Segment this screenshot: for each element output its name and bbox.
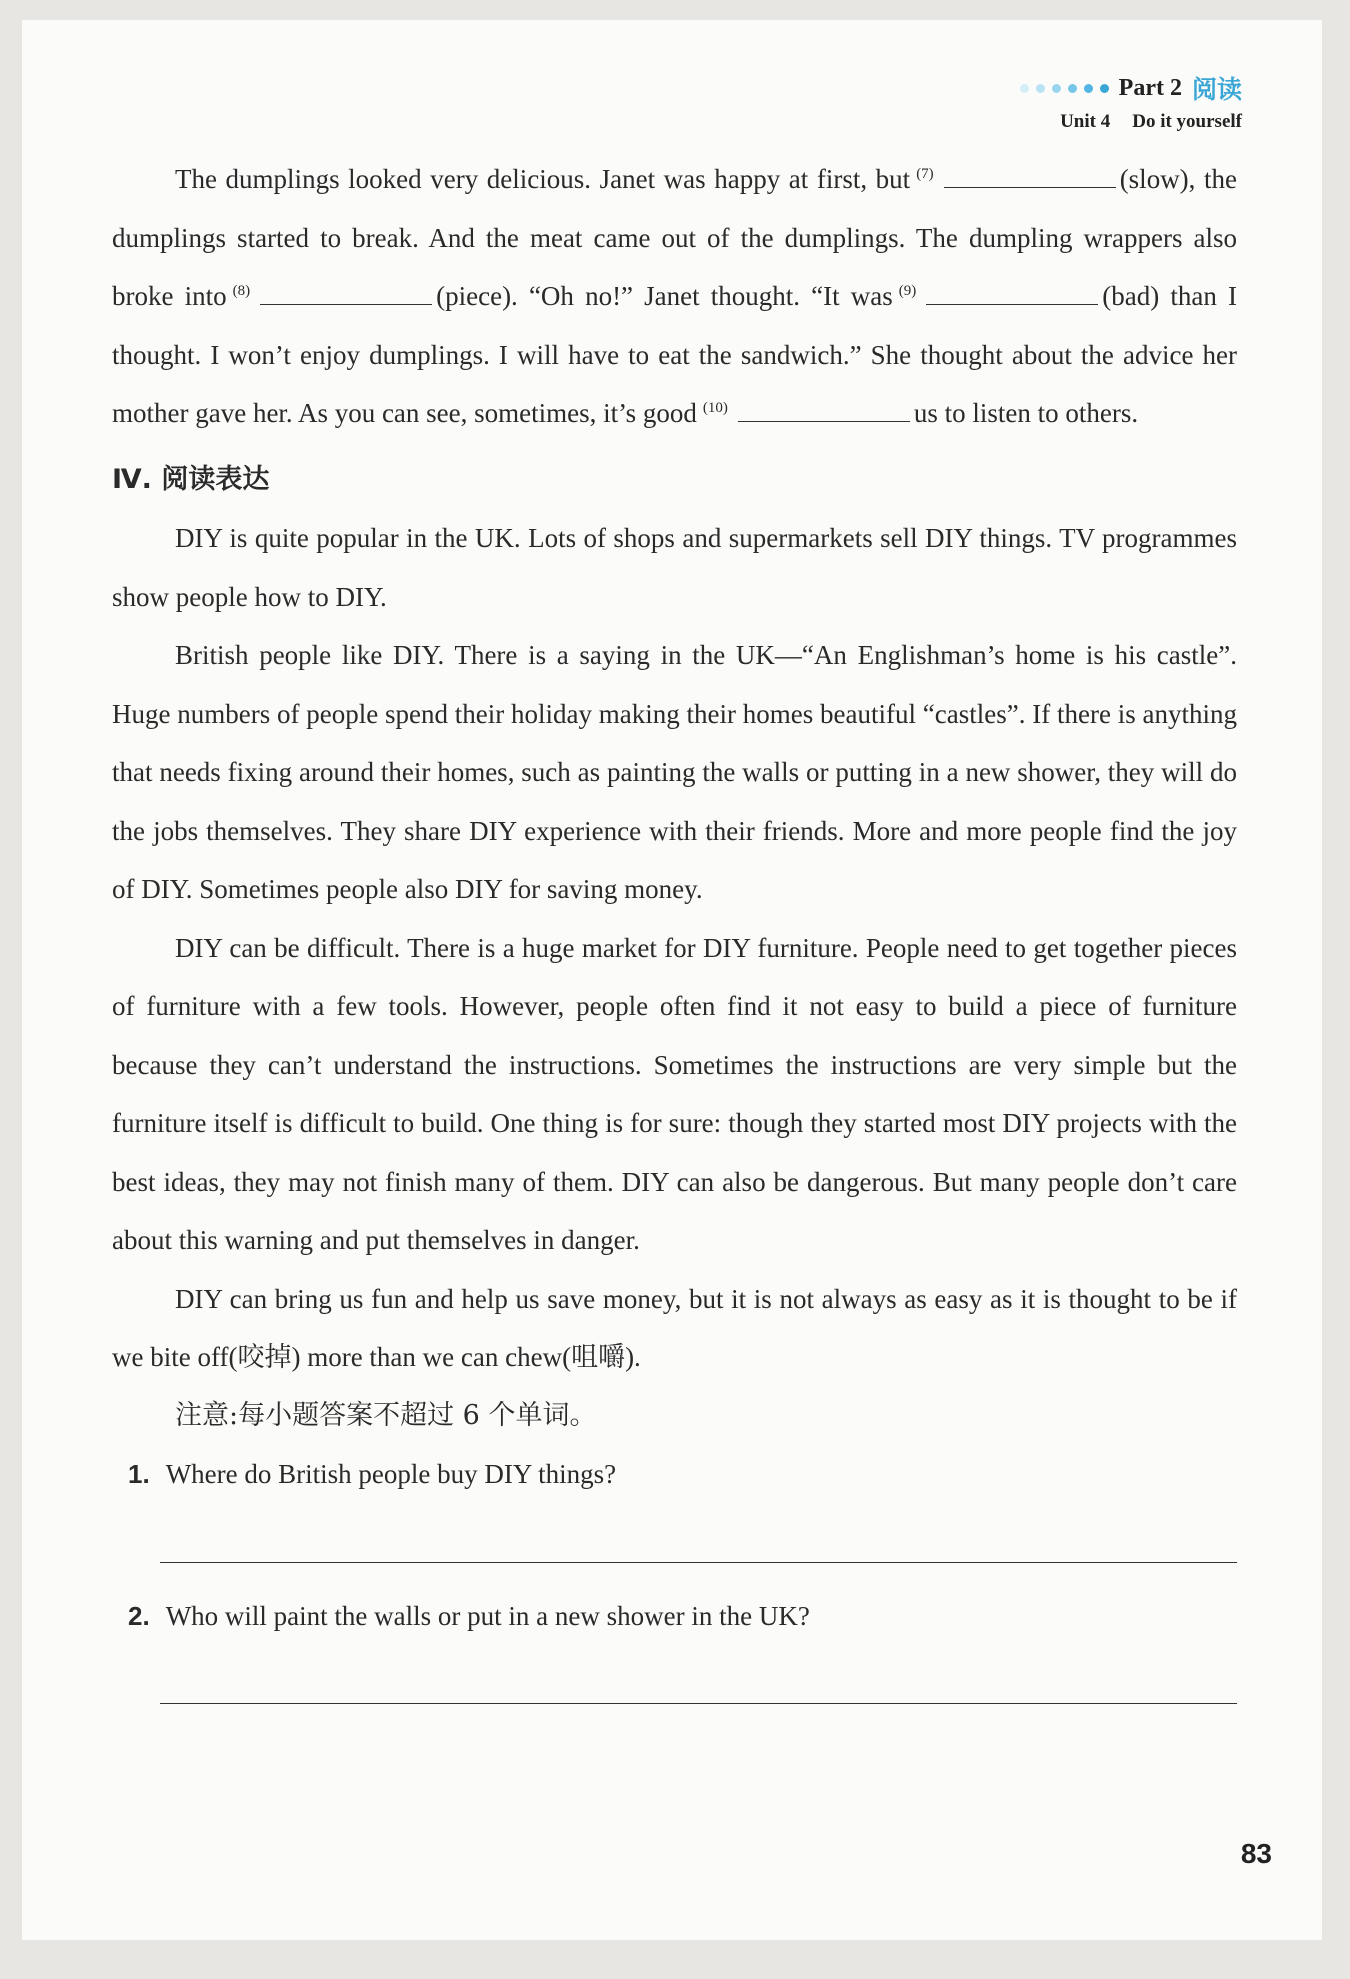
question-text: Who will paint the walls or put in a new shower in the UK? xyxy=(165,1600,810,1631)
page-number: 83 xyxy=(1240,1838,1272,1869)
page-header xyxy=(1020,70,1242,106)
section-heading: Ⅳ. 阅读表达 xyxy=(112,463,270,495)
unit-label: Unit 4 xyxy=(1060,111,1111,132)
decorative-dots xyxy=(1020,84,1109,93)
blank-number-8: (8) xyxy=(232,283,251,299)
question-1 xyxy=(112,1445,1237,1504)
dot-1 xyxy=(1020,84,1029,93)
blank-7[interactable] xyxy=(944,157,1116,188)
blank-number-10: (10) xyxy=(702,400,728,416)
passage-text: (piece). “Oh no!” Janet thought. “It was xyxy=(436,281,893,311)
page-body xyxy=(112,150,1237,1728)
passage-text: (slow), the dumplings started to break. And the meat came out of the dumplings. The dumpling wrappers also broke into xyxy=(112,164,1237,311)
passage-text: The dumplings looked very delicious. Janet was happy at first, but xyxy=(175,164,911,194)
blank-10[interactable] xyxy=(738,391,910,422)
passage-text: us to listen to others. xyxy=(913,398,1139,428)
blank-9[interactable] xyxy=(926,274,1098,305)
question-text: Where do British people buy DIY things? xyxy=(165,1459,617,1489)
unit-title: Do it yourself xyxy=(1132,111,1242,132)
answer-line-2[interactable] xyxy=(160,1645,1237,1704)
unit-header xyxy=(1060,111,1242,133)
question-2 xyxy=(112,1587,1237,1646)
passage-text: (bad) than I thought. I won’t enjoy dumplings. I will have to eat the sandwich.” She thought about the advice her mother gave her. As you can see, sometimes, it’s good xyxy=(112,281,1237,428)
dot-3 xyxy=(1052,84,1061,93)
part-label: Part 2 xyxy=(1118,74,1182,101)
reading-paragraph-4: DIY can bring us fun and help us save money, but it is not always as easy as it is thought to be if we bite off(咬掉) more than we can chew(咀嚼). xyxy=(112,1283,1237,1372)
blank-number-9: (9) xyxy=(898,283,917,299)
dot-2 xyxy=(1036,84,1045,93)
question-number: 2. xyxy=(128,1600,150,1631)
dot-4 xyxy=(1068,84,1077,93)
blank-number-7: (7) xyxy=(916,166,934,182)
dot-5 xyxy=(1084,84,1093,93)
answer-line-1[interactable] xyxy=(160,1504,1237,1563)
passage-paragraph xyxy=(112,150,1237,443)
reading-paragraph-1: DIY is quite popular in the UK. Lots of shops and supermarkets sell DIY things. TV programmes show people how to DIY. xyxy=(112,523,1237,612)
section-label: 阅读 xyxy=(1191,75,1242,104)
blank-8[interactable] xyxy=(260,274,432,305)
question-number: 1. xyxy=(128,1459,150,1489)
workbook-page xyxy=(22,20,1322,1940)
instruction-note: 注意:每小题答案不超过 6 个单词。 xyxy=(175,1399,597,1431)
reading-paragraph-3: DIY can be difficult. There is a huge market for DIY furniture. People need to get together pieces of furniture with a few tools. However, people often find it not easy to build a piece of furniture because they can’t understand the instructions. Sometimes the instructions are very simple but the furniture itself is difficult to build. One thing is for sure: though they started most DIY projects with the best ideas, they may not finish many of them. DIY can also be dangerous. But many people don’t care about this warning and put themselves in danger. xyxy=(112,932,1237,1255)
dot-6 xyxy=(1100,84,1109,93)
reading-paragraph-2: British people like DIY. There is a saying in the UK—“An Englishman’s home is his castle”. Huge numbers of people spend their holiday making their homes beautiful “castles”. If there is anything that needs fixing around their homes, such as painting the walls or putting in a new shower, they will do the jobs themselves. They share DIY experience with their friends. More and more people find the joy of DIY. Sometimes people also DIY for saving money. xyxy=(112,640,1237,904)
